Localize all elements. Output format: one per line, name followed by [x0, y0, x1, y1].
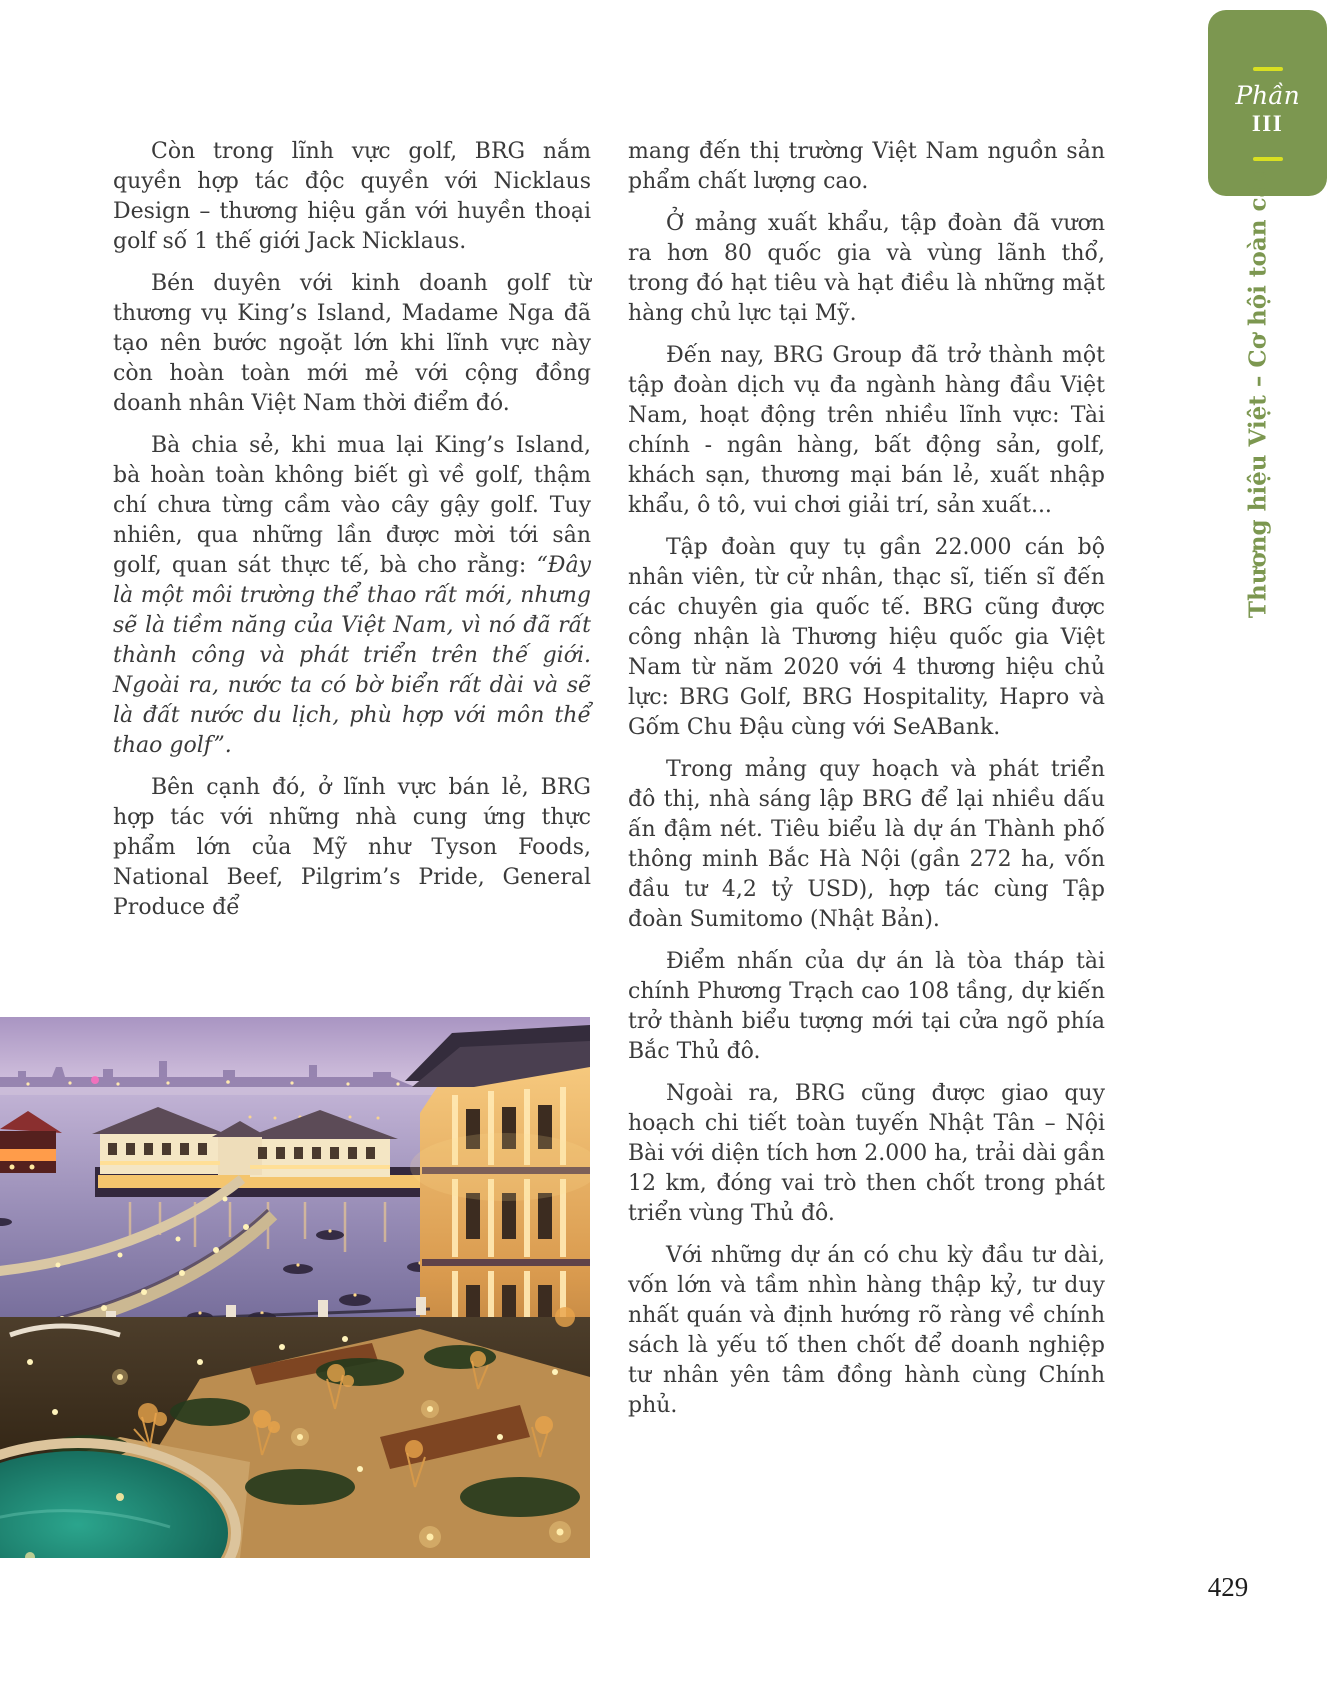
text-column-right: [628, 137, 1105, 1433]
body-text: Bén duyên với kinh doanh golf từ thương vụ King’s Island, Madame Nga đã tạo nên bước ngoặt lớn khi lĩnh vực này còn hoàn toàn mới mẻ với cộng đồng doanh nhân Việt Nam thời điểm đó.: [113, 271, 591, 416]
tab-dash-top: [1253, 67, 1283, 71]
paragraph: [113, 431, 591, 761]
body-text: Với những dự án có chu kỳ đầu tư dài, vốn lớn và tầm nhìn hàng thập kỷ, tư duy nhất quán và định hướng rõ ràng về chính sách là yếu tố then chốt để doanh nghiệp tư nhân yên tâm đồng hành cùng Chính phủ.: [628, 1243, 1105, 1418]
body-text: Điểm nhấn của dự án là tòa tháp tài chính Phương Trạch cao 108 tầng, dự kiến trở thành biểu tượng mới tại cửa ngõ phía Bắc Thủ đô.: [628, 949, 1105, 1064]
body-text: Ở mảng xuất khẩu, tập đoàn đã vươn ra hơn 80 quốc gia và vùng lãnh thổ, trong đó hạt tiêu và hạt điều là những mặt hàng chủ lực tại Mỹ.: [628, 211, 1105, 326]
paragraph: [628, 1241, 1105, 1421]
paragraph: [628, 209, 1105, 329]
paragraph: [628, 947, 1105, 1067]
body-text: Còn trong lĩnh vực golf, BRG nắm quyền hợp tác độc quyền với Nicklaus Design – thương hiệu gắn với huyền thoại golf số 1 thế giới Jack Nicklaus.: [113, 139, 591, 254]
page-number: 429: [1207, 1572, 1249, 1602]
paragraph: [628, 137, 1105, 197]
text-column-left: [113, 137, 591, 935]
part-number: III: [1251, 111, 1284, 136]
body-text: Bà chia sẻ, khi mua lại King’s Island, bà hoàn toàn không biết gì về golf, thậm chí chưa từng cầm vào cây gậy golf. Tuy nhiên, qua những lần được mời tới sân golf, quan sát thực tế, bà cho rằng:: [113, 433, 591, 578]
paragraph: [113, 269, 591, 419]
tab-dash-bottom: [1253, 157, 1283, 161]
chapter-vertical-label: Thương hiệu Việt – Cơ hội toàn cầu: [1244, 165, 1272, 619]
paragraph: [113, 773, 591, 923]
part-label: Phần: [1235, 81, 1300, 110]
body-text: Ngoài ra, BRG cũng được giao quy hoạch chi tiết toàn tuyến Nhật Tân – Nội Bài với diện tích hơn 2.000 ha, trải dài gần 12 km, đóng vai trò then chốt trong phát triển vùng Thủ đô.: [628, 1081, 1105, 1226]
paragraph: [628, 1079, 1105, 1229]
paragraph: [628, 755, 1105, 935]
body-text: mang đến thị trường Việt Nam nguồn sản phẩm chất lượng cao.: [628, 139, 1105, 194]
resort-photo-illustration: [0, 1017, 590, 1558]
body-text: Đến nay, BRG Group đã trở thành một tập đoàn dịch vụ đa ngành hàng đầu Việt Nam, hoạt động trên nhiều lĩnh vực: Tài chính - ngân hàng, bất động sản, golf, khách sạn, thương mại bán lẻ, xuất nhập khẩu, ô tô, vui chơi giải trí, sản xuất...: [628, 343, 1105, 518]
body-text: Tập đoàn quy tụ gần 22.000 cán bộ nhân viên, từ cử nhân, thạc sĩ, tiến sĩ đến các chuyên gia quốc tế. BRG cũng được công nhận là Thương hiệu quốc gia Việt Nam từ năm 2020 với 4 thương hiệu chủ lực: BRG Golf, BRG Hospitality, Hapro và Gốm Chu Đậu cùng với SeABank.: [628, 535, 1105, 740]
body-text: Trong mảng quy hoạch và phát triển đô thị, nhà sáng lập BRG để lại nhiều dấu ấn đậm nét. Tiêu biểu là dự án Thành phố thông minh Bắc Hà Nội (gần 272 ha, vốn đầu tư 4,2 tỷ USD), hợp tác cùng Tập đoàn Sumitomo (Nhật Bản).: [628, 757, 1105, 932]
resort-photo: [0, 1017, 590, 1558]
paragraph: [113, 137, 591, 257]
quote-text: “Đây là một môi trường thể thao rất mới, nhưng sẽ là tiềm năng của Việt Nam, vì nó đã rất thành công và phát triển trên thế giới. Ngoài ra, nước ta có bờ biển rất dài và sẽ là đất nước du lịch, phù hợp với môn thể thao golf”.: [113, 553, 591, 758]
body-text: Bên cạnh đó, ở lĩnh vực bán lẻ, BRG hợp tác với những nhà cung ứng thực phẩm lớn của Mỹ như Tyson Foods, National Beef, Pilgrim’s Pride, General Produce để: [113, 775, 591, 920]
paragraph: [628, 533, 1105, 743]
paragraph: [628, 341, 1105, 521]
